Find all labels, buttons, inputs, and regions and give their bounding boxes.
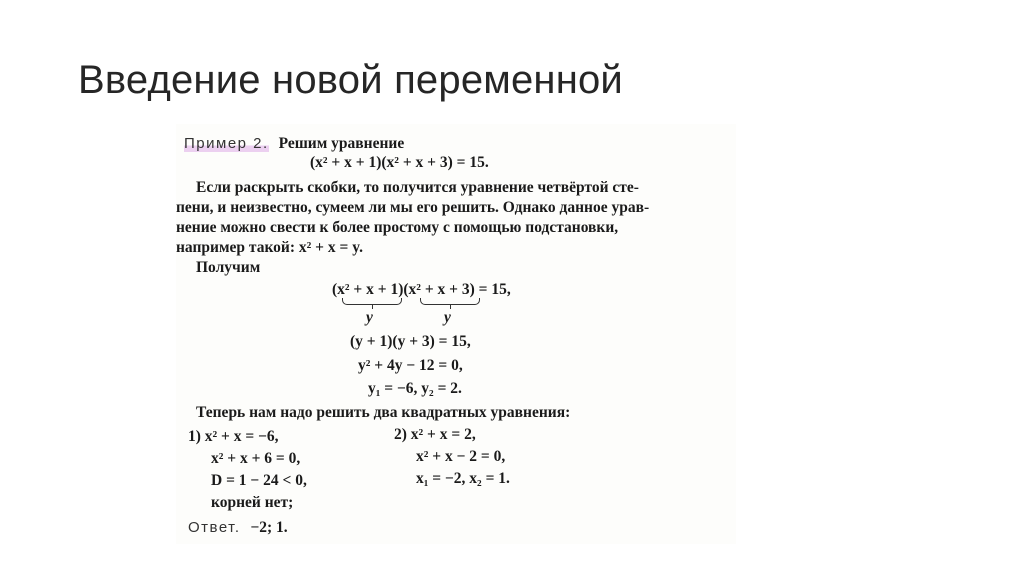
- paragraph-line: например такой: x² + x = y.: [176, 239, 363, 256]
- step-equation: y² + 4y − 12 = 0,: [358, 357, 463, 374]
- underbrace: [420, 298, 480, 305]
- underbrace: [342, 298, 402, 305]
- main-equation-text: (x² + x + 1)(x² + x + 3) = 15.: [310, 154, 489, 171]
- brace-label: y: [366, 309, 373, 326]
- case2-line: x₁ = −2, x₂ = 1.: [416, 470, 510, 487]
- textbook-scan: [176, 124, 736, 544]
- now-text: Теперь нам надо решить два квадратных уравнения:: [196, 404, 571, 421]
- get-label: Получим: [196, 259, 261, 276]
- case2-line: x² + x − 2 = 0,: [416, 448, 506, 465]
- case1-line: 1) x² + x = −6,: [188, 428, 279, 445]
- roots-line: y₁ = −6, y₂ = 2.: [368, 380, 462, 397]
- case1-line: корней нет;: [211, 494, 294, 511]
- main-equation: [310, 155, 489, 171]
- paragraph-line: нение можно свести к более простому с помощью подстановки,: [176, 219, 619, 236]
- case1-line: D = 1 − 24 < 0,: [211, 472, 307, 489]
- paragraph-line: пени, и неизвестно, сумеем ли мы его решить. Однако данное урав-: [176, 199, 650, 216]
- answer: [188, 520, 288, 536]
- example-intro: Решим уравнение: [278, 135, 405, 152]
- substitution-expression: (x² + x + 1)(x² + x + 3) = 15,: [332, 281, 511, 298]
- paragraph-line: Если раскрыть скобки, то получится уравнение четвёртой сте-: [196, 179, 639, 196]
- answer-label: Ответ.: [188, 519, 241, 536]
- case1-line: x² + x + 6 = 0,: [211, 450, 301, 467]
- answer-value: −2; 1.: [250, 519, 288, 536]
- step-equation: (y + 1)(y + 3) = 15,: [350, 333, 471, 350]
- example-label: Пример 2.: [184, 135, 269, 152]
- slide-title: Введение новой переменной: [78, 58, 623, 102]
- example-header: [184, 136, 404, 152]
- brace-label: y: [444, 309, 451, 326]
- case2-line: 2) x² + x = 2,: [394, 426, 476, 443]
